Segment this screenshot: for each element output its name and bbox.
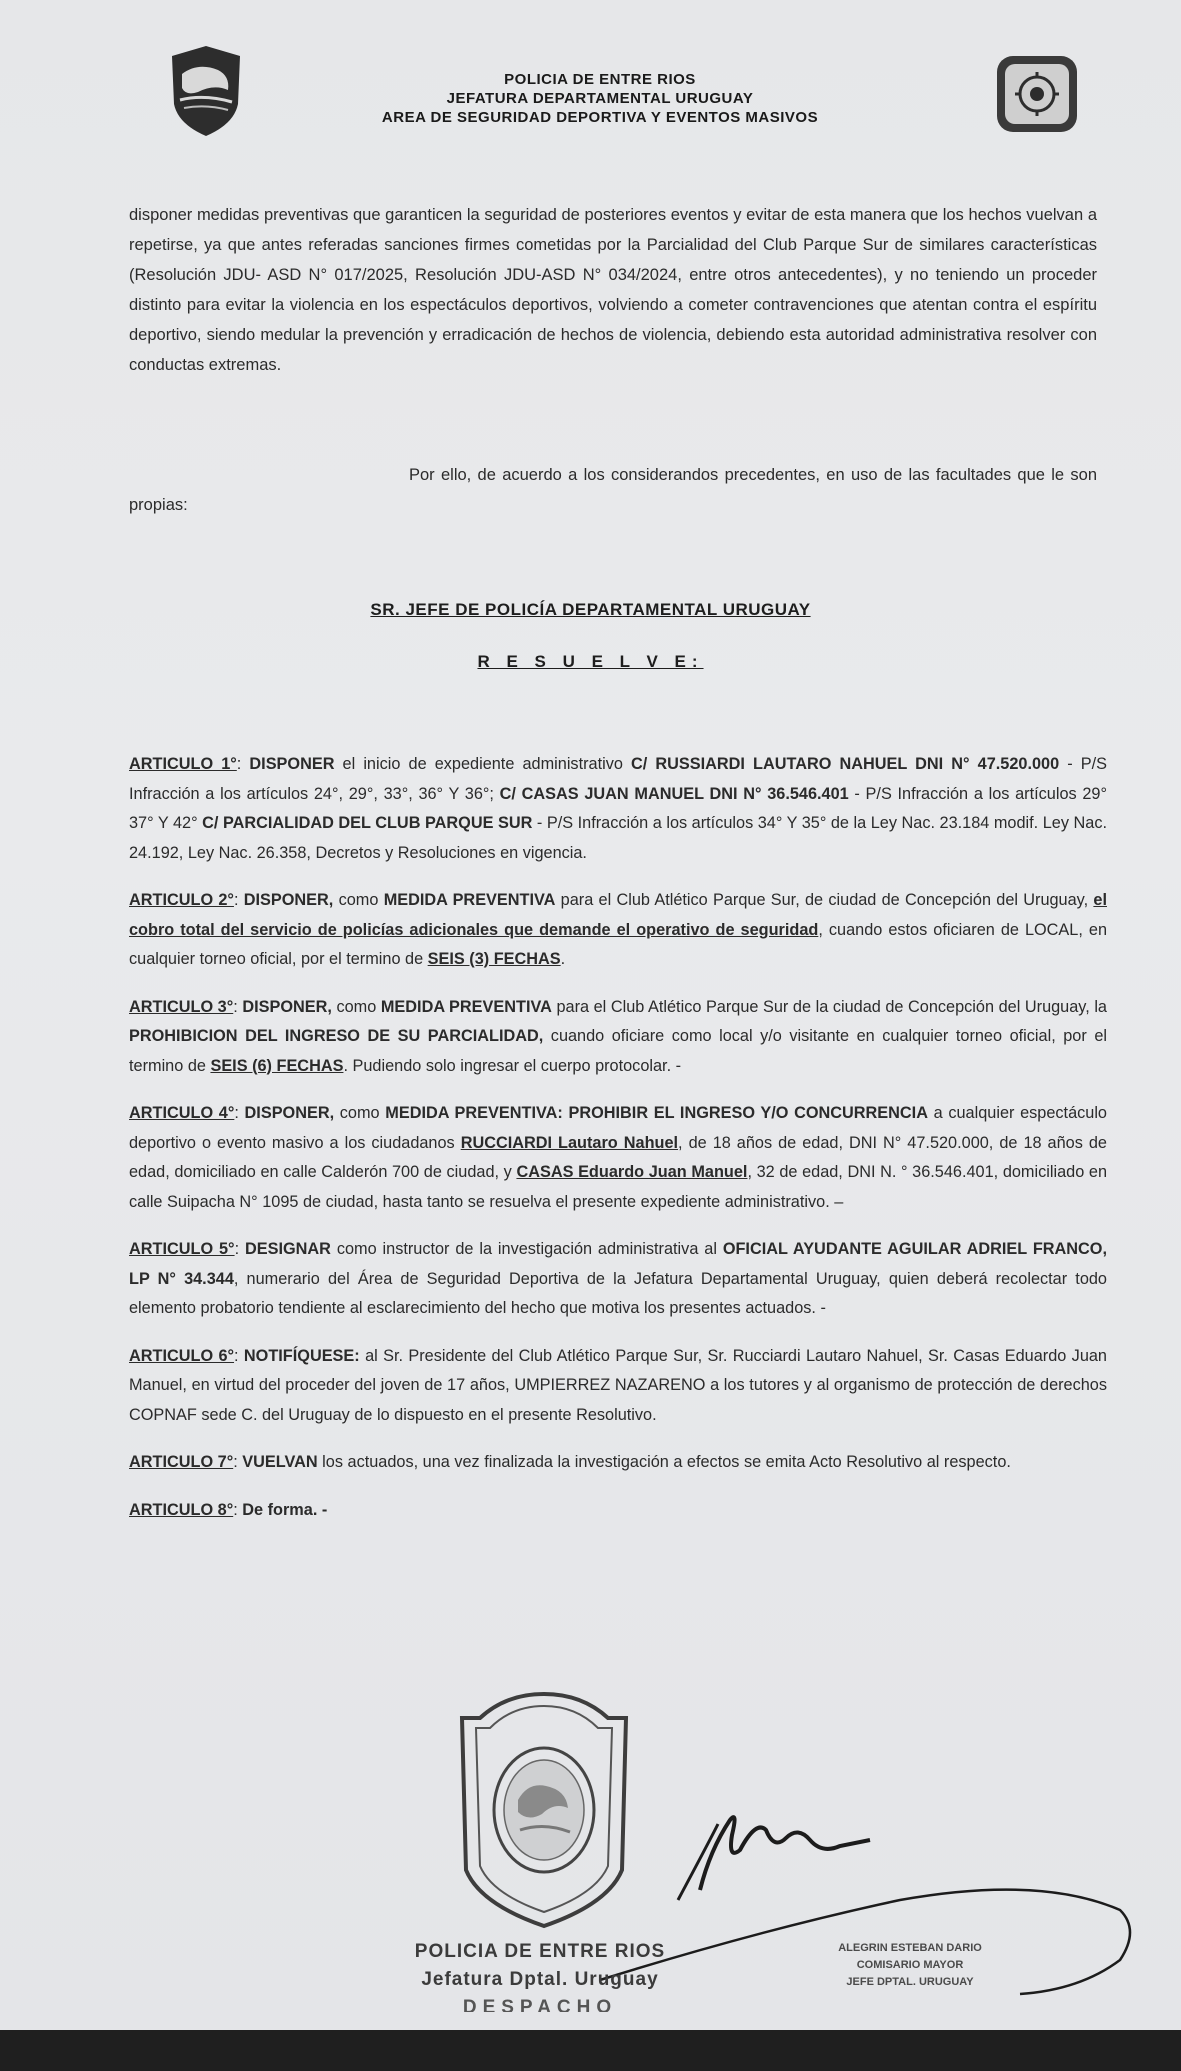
article-bold-text: MEDIDA PREVENTIVA — [383, 891, 556, 909]
article-bold-text: DISPONER — [249, 755, 335, 773]
article-text: - P/S Infracción a los artículos 24°, 29°, 33°, 36° Y 36°; — [129, 755, 1107, 803]
article-bold-text: NOTIFÍQUESE: — [243, 1346, 360, 1365]
article-text: : — [233, 1500, 243, 1519]
article-text: , de 18 años de edad, DNI N° 47.520.000, de 18 años de edad, domiciliado en calle Calderón 700 de ciudad, y — [129, 1133, 1107, 1181]
article-label: ARTICULO 6° — [129, 1346, 235, 1365]
article-bold-text: De forma. - — [242, 1500, 328, 1519]
article-text: al Sr. Presidente del Club Atlético Parque Sur, Sr. Rucciardi Lautaro Nahuel, Sr. Casas Eduardo Juan Manuel, en virtud del proceder del joven de 17 años, UMPIERREZ NAZARENO a los tutores y al organismo de protección de derechos COPNAF sede C. del Uruguay de lo dispuesto en el presente Resolutivo. — [129, 1346, 1107, 1424]
seal-caption-line-1: POLICIA DE ENTRE RIOS — [414, 1941, 666, 1962]
article-text: : — [234, 1346, 244, 1365]
article-text: : — [234, 1240, 245, 1258]
article-text: como — [333, 891, 384, 909]
article-label: ARTICULO 4° — [129, 1104, 235, 1122]
article-text: como — [334, 1104, 386, 1122]
article-bold-text: PROHIBICION DEL INGRESO DE SU PARCIALIDAD, — [129, 1027, 544, 1045]
header-title-block — [300, 70, 900, 127]
signer-name: ALEGRIN ESTEBAN DARIO — [838, 1942, 982, 1954]
article-bold-text: DISPONER, — [243, 891, 334, 909]
authority-title: SR. JEFE DE POLICÍA DEPARTAMENTAL URUGUAY — [370, 600, 811, 619]
area-emblem-icon — [993, 50, 1081, 138]
article-bold-text: OFICIAL AYUDANTE AGUILAR ADRIEL FRANCO, LP N° 34.344 — [129, 1240, 1107, 1288]
seal-caption-line-2: Jefatura Dptal. Uruguay — [421, 1969, 659, 1990]
article-text: , numerario del Área de Seguridad Deportiva de la Jefatura Departamental Uruguay, quien deberá recolectar todo elemento probatorio tendiente al esclarecimiento del hecho que motiva los presentes actuados. - — [129, 1269, 1107, 1317]
seal-caption — [380, 1938, 700, 2012]
article-text: , cuando estos oficiaren de LOCAL, en cualquier torneo oficial, por el termino de — [129, 920, 1108, 968]
resolve-title: R E S U E L V E: — [477, 652, 704, 671]
article-6 — [129, 1342, 1107, 1431]
article-text: - P/S Infracción a los artículos 34° Y 35° de la Ley Nac. 23.184 modif. Ley Nac. 24.192, Ley Nac. 26.358, Decretos y Resoluciones en vigencia. — [129, 814, 1107, 862]
article-text: : — [234, 1104, 245, 1122]
signer-position: JEFE DPTAL. URUGUAY — [846, 1976, 974, 1988]
article-underlined-text: CASAS Eduardo Juan Manuel — [516, 1163, 748, 1181]
article-text: : — [236, 755, 250, 773]
article-text: . — [560, 950, 566, 968]
article-bold-text: C/ PARCIALIDAD DEL CLUB PARQUE SUR — [202, 814, 533, 832]
article-bold-text: DISPONER, — [242, 997, 332, 1016]
article-text: como instructor de la investigación administrativa al — [330, 1240, 723, 1258]
article-underlined-text: SEIS (6) FECHAS — [210, 1056, 344, 1075]
article-bold-text: C/ CASAS JUAN MANUEL DNI N° 36.546.401 — [499, 784, 849, 803]
article-underlined-text: RUCCIARDI Lautaro Nahuel — [460, 1133, 679, 1152]
article-label: ARTICULO 2° — [129, 891, 234, 909]
header-line-2: JEFATURA DEPARTAMENTAL URUGUAY — [446, 90, 754, 107]
article-text: para el Club Atlético Parque Sur de la ciudad de Concepción del Uruguay, la — [551, 997, 1107, 1016]
article-text: : — [233, 891, 244, 909]
article-text: : — [233, 1453, 243, 1471]
article-1 — [129, 750, 1107, 868]
article-text: . Pudiendo solo ingresar el cuerpo protocolar. - — [343, 1056, 682, 1075]
article-bold-text: MEDIDA PREVENTIVA: PROHIBIR EL INGRESO Y/O CONCURRENCIA — [385, 1104, 928, 1122]
article-text: como — [331, 997, 381, 1016]
article-text: - P/S Infracción a los artículos 29° 37° Y 42° — [129, 784, 1107, 832]
article-text: el inicio de expediente administrativo — [334, 755, 632, 773]
intro-paragraph-1: disponer medidas preventivas que garanticen la seguridad de posteriores eventos y evitar de esta manera que los hechos vuelvan a repetirse, ya que antes referadas sanciones firmes cometidas por la Parcialidad del Club Parque Sur de similares características (Resolución JDU- ASD N° 017/2025, Resolución JDU-ASD N° 034/2024, entre otros antecedentes), y no teniendo un proceder distinto para evitar la violencia en los espectáculos deportivos, volviendo a cometer contravenciones que atentan contra el espíritu deportivo, siendo medular la prevención y erradicación de hechos de violencia, debiendo esta autoridad administrativa resolver con conductas extremas. — [129, 206, 1097, 374]
seal-caption-line-3: DESPACHO — [462, 1997, 618, 2012]
article-8 — [129, 1496, 1107, 1526]
article-bold-text: DESIGNAR — [244, 1240, 331, 1258]
article-text: cuando oficiare como local y/o visitante en cualquier torneo oficial, por el termino de — [129, 1027, 1107, 1075]
article-text: , 32 de edad, DNI N. ° 36.546.401, domiciliado en calle Suipacha N° 1095 de ciudad, hasta tanto se resuelva el presente expediente administrativo. – — [129, 1163, 1108, 1211]
article-label: ARTICULO 7° — [129, 1453, 234, 1471]
signer-rank: COMISARIO MAYOR — [856, 1959, 964, 1971]
article-text: : — [233, 997, 243, 1016]
article-text: a cualquier espectáculo deportivo o evento masivo a los ciudadanos — [129, 1104, 1107, 1152]
article-bold-text: C/ RUSSIARDI LAUTARO NAHUEL DNI N° 47.520.000 — [631, 755, 1060, 773]
article-underlined-text: el cobro total del servicio de policías adicionales que demande el operativo de seguridad — [129, 891, 1107, 939]
viewer-bottom-bar — [0, 2030, 1181, 2071]
police-shield-icon — [168, 44, 244, 138]
article-bold-text: MEDIDA PREVENTIVA — [380, 997, 552, 1016]
article-bold-text: VUELVAN — [242, 1453, 318, 1471]
article-text: para el Club Atlético Parque Sur, de ciudad de Concepción del Uruguay, — [555, 891, 1094, 909]
header-line-1: POLICIA DE ENTRE RIOS — [504, 71, 696, 88]
header-line-3: AREA DE SEGURIDAD DEPORTIVA Y EVENTOS MASIVOS — [381, 109, 819, 126]
article-label: ARTICULO 3° — [129, 997, 234, 1016]
article-underlined-text: SEIS (3) FECHAS — [427, 950, 561, 968]
article-5 — [129, 1235, 1107, 1324]
intro-paragraph-2: Por ello, de acuerdo a los considerandos precedentes, en uso de las facultades que le son propias: — [129, 466, 1097, 514]
article-label: ARTICULO 8° — [129, 1500, 234, 1519]
article-4 — [129, 1099, 1107, 1217]
article-label: ARTICULO 1° — [129, 755, 237, 773]
signer-caption — [790, 1940, 1030, 1991]
article-2 — [129, 886, 1107, 975]
article-3 — [129, 993, 1107, 1082]
article-label: ARTICULO 5° — [129, 1240, 235, 1258]
article-text: los actuados, una vez finalizada la investigación a efectos se emita Acto Resolutivo al respecto. — [317, 1453, 1011, 1471]
articles-list — [129, 750, 1107, 1543]
article-7 — [129, 1448, 1107, 1478]
article-bold-text: DISPONER, — [244, 1104, 335, 1122]
